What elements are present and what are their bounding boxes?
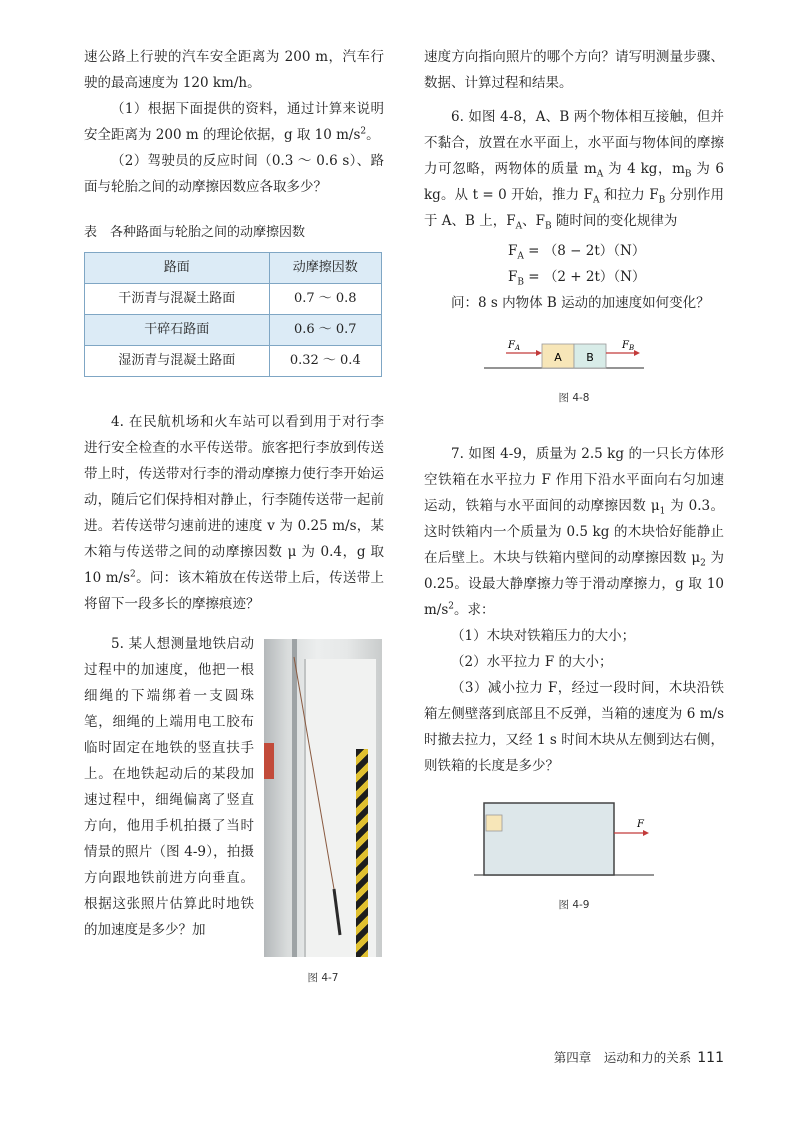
table-header-coefficient: 动摩擦因数 bbox=[269, 253, 381, 284]
question-7-part-1: （1）木块对铁箱压力的大小； bbox=[451, 628, 636, 644]
figure-4-9-caption: 图 4-9 bbox=[558, 899, 590, 911]
left-column bbox=[84, 44, 385, 984]
table-row bbox=[85, 346, 382, 377]
question-7-part-2: （2）水平拉力 F 的大小； bbox=[451, 654, 613, 670]
wood-block bbox=[486, 815, 502, 831]
table-cell: 0.32 ～ 0.4 bbox=[269, 346, 381, 377]
equation-fb: $F_B = (2 + 2t)(N)$ bbox=[508, 269, 646, 288]
right-column bbox=[424, 44, 724, 918]
page-footer bbox=[520, 1048, 724, 1066]
figure-4-7-caption: 图 4-7 bbox=[307, 972, 339, 984]
table-cell: 0.6 ～ 0.7 bbox=[269, 315, 381, 346]
question-7: 7. 如图 4-9，质量为 2.5 kg 的一只长方体形空铁箱在水平拉力 F 作用下沿水平面向右匀加速运动，铁箱与水平面间的动摩擦因数 $\mu_1$ 为 0.3。这时铁箱内一个质量为 0.5 kg 的木块恰好能静止在后壁上。木块与铁箱内壁间的动摩擦因数 $\mu_2$ 为 0.25。设最大静摩擦力等于滑动摩擦力，g 取 10 $m/s^2$。求： bbox=[424, 446, 724, 618]
table-row bbox=[85, 315, 382, 346]
question-7-part-3: （3）减小拉力 F，经过一段时间，木块沿铁箱左侧壁落到底部且不反弹，当箱的速度为 6 m/s 时撤去拉力，又经 1 s 时间木块从左侧到达右侧，则铁箱的长度是多少？ bbox=[424, 680, 724, 774]
table-cell: 湿沥青与混凝土路面 bbox=[85, 346, 270, 377]
table-header-row bbox=[85, 253, 382, 284]
equation-fa: $F_A = (8 - 2t)(N)$ bbox=[508, 243, 646, 262]
figure-4-8-caption: 图 4-8 bbox=[558, 392, 590, 404]
chapter-title: 第四章 运动和力的关系 bbox=[553, 1050, 692, 1065]
arrow-fb-head bbox=[634, 350, 640, 356]
q3-part-1: （1）根据下面提供的资料，通过计算来说明安全距离为 200 m 的理论依据，g 取 10 $m/s^2$。 bbox=[84, 101, 384, 143]
table-cell: 干沥青与混凝土路面 bbox=[85, 284, 270, 315]
figure-4-8 bbox=[484, 334, 664, 374]
block-b-label: B bbox=[586, 351, 594, 364]
page-number: 111 bbox=[697, 1050, 724, 1066]
subway-photo bbox=[264, 639, 382, 957]
table-cell: 干碎石路面 bbox=[85, 315, 270, 346]
question-5: 5. 某人想测量地铁启动过程中的加速度，他把一根细绳的下端绑着一支圆珠笔，细绳的上端用电工胶布临时固定在地铁的竖直扶手上。在地铁起动后的某段加速过程中，细绳偏离了竖直方向，他用手机拍摄了当时情景的照片（图 4-9），拍摄方向跟地铁前进方向垂直。根据这张照片估算此时地铁的加速度是多少？加 bbox=[84, 636, 254, 938]
figure-4-9 bbox=[474, 793, 664, 883]
arrow-f-head bbox=[643, 830, 649, 836]
label-f: F bbox=[637, 819, 644, 830]
table-caption: 表 各种路面与轮胎之间的动摩擦因数 bbox=[84, 225, 306, 240]
question-5-block bbox=[84, 631, 384, 984]
iron-box bbox=[484, 803, 614, 875]
label-fb: $F_B$ bbox=[622, 340, 635, 352]
q5-continuation: 速度方向指向照片的哪个方向？请写明测量步骤、数据、计算过程和结果。 bbox=[424, 49, 724, 91]
table-row bbox=[85, 284, 382, 315]
block-a-label: A bbox=[554, 351, 562, 364]
question-6-ask: 问：8 s 内物体 B 运动的加速度如何变化？ bbox=[451, 295, 710, 311]
q3-part-2: （2）驾驶员的反应时间（0.3 ～ 0.6 s）、路面与轮胎之间的动摩擦因数应各取多少？ bbox=[84, 153, 384, 195]
label-fa: $F_A$ bbox=[508, 340, 521, 352]
table-header-surface: 路面 bbox=[85, 253, 270, 284]
arrow-fa-head bbox=[536, 350, 542, 356]
friction-table bbox=[84, 252, 382, 377]
question-4: 4. 在民航机场和火车站可以看到用于对行李进行安全检查的水平传送带。旅客把行李放到传送带上时，传送带对行李的滑动摩擦力使行李开始运动，随后它们保持相对静止，行李随传送带一起前进。若传送带匀速前进的速度 v 为 0.25 m/s，某木箱与传送带之间的动摩擦因数 μ 为 0.4，g 取 10 $m/s^2$。问：该木箱放在传送带上后，传送带上将留下一段多长的摩擦痕迹？ bbox=[84, 414, 385, 612]
q3-continuation: 速公路上行驶的汽车安全距离为 200 m，汽车行驶的最高速度为 120 km/h。 bbox=[84, 49, 384, 91]
question-6: 6. 如图 4-8，A、B 两个物体相互接触，但并不黏合，放置在水平面上，水平面与物体间的摩擦力可忽略，两物体的质量 $m_A$ 为 4 kg，$m_B$ 为 6 kg。从 t = 0 开始，推力 $F_A$ 和拉力 $F_B$ 分别作用于 A、B 上，$F_A$、$F_B$ 随时间的变化规律为 bbox=[424, 109, 725, 232]
table-cell: 0.7 ～ 0.8 bbox=[269, 284, 381, 315]
photo-thread-and-pen bbox=[264, 639, 382, 957]
